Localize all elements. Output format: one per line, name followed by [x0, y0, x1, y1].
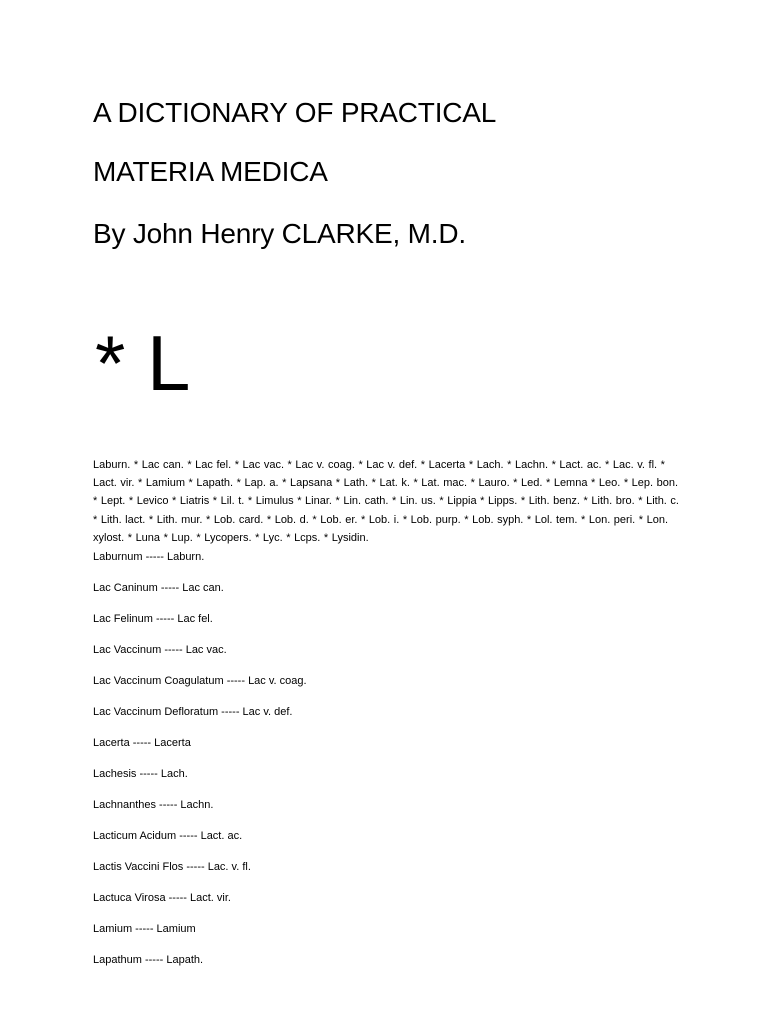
remedy-entry: Lac Vaccinum Defloratum ----- Lac v. def.	[93, 706, 293, 718]
remedy-entry: Lactuca Virosa ----- Lact. vir.	[93, 892, 231, 904]
remedy-entry: Laburnum ----- Laburn.	[93, 551, 205, 563]
remedy-entry: Lamium ----- Lamium	[93, 923, 196, 935]
remedy-abbreviation-index: Laburn. * Lac can. * Lac fel. * Lac vac. * Lac v. coag. * Lac v. def. * Lacerta * Lach. * Lachn. * Lact. ac. * Lac. v. fl. * Lact. vir. * Lamium * Lapath. * Lap. a. * Lapsana * Lath. * Lat. k. * Lat. mac. * Lauro. * Led. * Lemna * Leo. * Lep. bon. * Lept. * Levico * Liatris * Lil. t. * Limulus * Linar. * Lin. cath. * Lin. us. * Lippia * Lipps. * Lith. benz. * Lith. bro. * Lith. c. * Lith. lact. * Lith. mur. * Lob. card. * Lob. d. * Lob. er. * Lob. i. * Lob. purp. * Lob. syph. * Lol. tem. * Lon. peri. * Lon. xylost. * Luna * Lup. * Lycopers. * Lyc. * Lcps. * Lysidin.	[93, 459, 679, 544]
book-title-line-1: A DICTIONARY OF PRACTICAL	[93, 97, 497, 128]
remedy-entry: Lacticum Acidum ----- Lact. ac.	[93, 830, 243, 842]
remedy-entry: Lac Felinum ----- Lac fel.	[93, 613, 213, 625]
remedy-entry: Lacerta ----- Lacerta	[93, 737, 191, 749]
remedy-entry: Lapathum ----- Lapath.	[93, 954, 204, 966]
remedy-entry: Lactis Vaccini Flos ----- Lac. v. fl.	[93, 861, 251, 873]
remedy-entry: Lac Vaccinum ----- Lac vac.	[93, 644, 227, 656]
section-heading: * L	[95, 319, 191, 407]
author-line: By John Henry CLARKE, M.D.	[93, 218, 466, 249]
remedy-entry: Lac Caninum ----- Lac can.	[93, 582, 224, 594]
remedy-entry: Lachnanthes ----- Lachn.	[93, 799, 214, 811]
book-title-line-2: MATERIA MEDICA	[93, 156, 328, 187]
remedy-entry: Lac Vaccinum Coagulatum ----- Lac v. coag.	[93, 675, 307, 687]
remedy-entry-list	[93, 550, 683, 984]
remedy-entry: Lachesis ----- Lach.	[93, 768, 188, 780]
